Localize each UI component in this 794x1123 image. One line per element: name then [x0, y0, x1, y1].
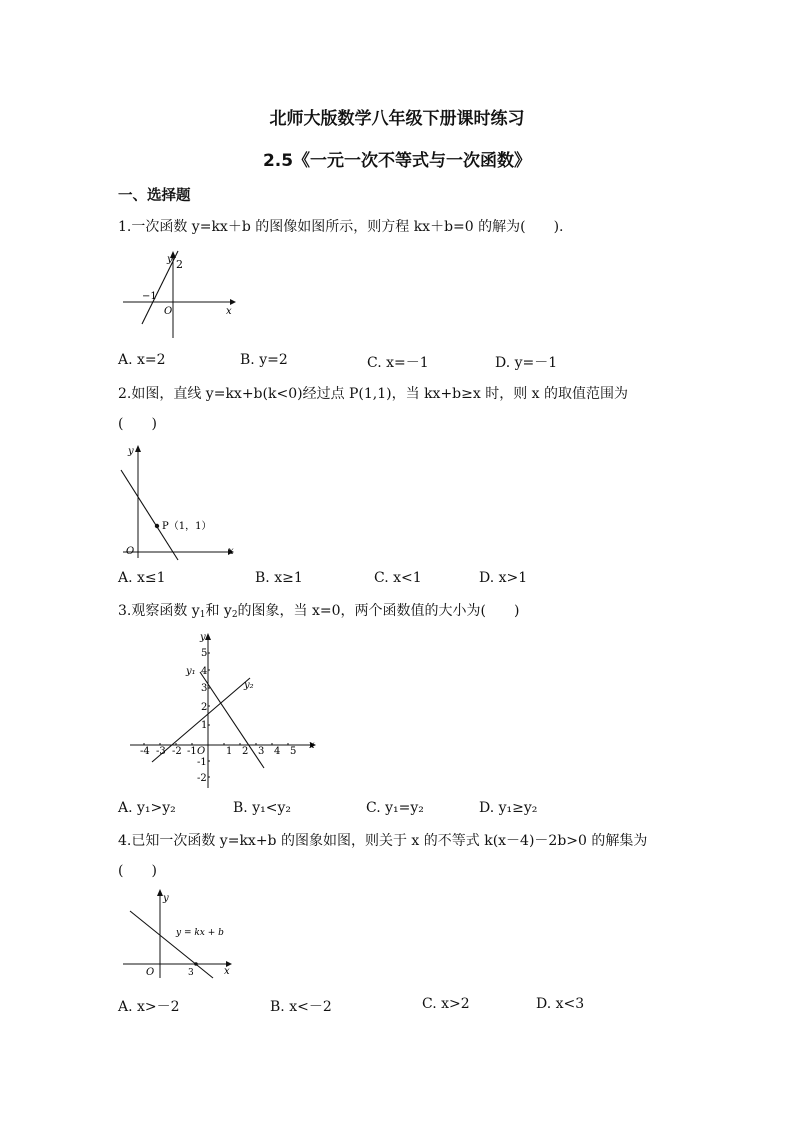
q3-xtick: 5: [290, 746, 297, 757]
q2-point-label: P（1，1）: [162, 521, 212, 532]
q4-y-label: y: [163, 893, 169, 904]
q1-option-d: D. y=－1: [495, 355, 558, 371]
q3-y-arrow: [205, 633, 211, 640]
q3-option-d: D. y₁≥y₂: [479, 800, 538, 816]
q3-ytick: -2: [197, 773, 207, 784]
question-2-figure: [118, 440, 240, 562]
q1-x-label: x: [226, 306, 232, 317]
q1-option-a: A. x=2: [118, 352, 166, 368]
q4-option-b: B. x<－2: [270, 999, 332, 1015]
q3-xtick: -4: [140, 746, 150, 757]
q1-tick-2: 2: [176, 258, 183, 271]
q2-x-label: x: [228, 546, 234, 557]
question-4-text: 4.已知一次函数 y=kx+b 的图象如图，则关于 x 的不等式 k(x－4)－2b>0 的解集为: [118, 833, 648, 849]
q3-x-label: x: [309, 740, 315, 751]
q1-y-label: y: [167, 254, 173, 265]
q3-ytick: 4: [201, 666, 208, 677]
q4-option-d: D. x<3: [536, 996, 585, 1012]
q2-option-c: C. x<1: [374, 570, 422, 586]
q2-y-arrow: [135, 445, 141, 452]
question-1-text: 1.一次函数 y=kx＋b 的图像如图所示，则方程 kx＋b=0 的解为( ).: [118, 219, 564, 235]
q1-origin-label: O: [164, 306, 173, 317]
question-1-figure: [118, 246, 242, 342]
q3-ytick: 2: [201, 702, 208, 713]
q3-origin-label: O: [197, 746, 206, 757]
question-4-paren: ( ): [118, 863, 157, 879]
question-2-text: 2.如图，直线 y=kx+b(k<0)经过点 P(1,1)，当 kx+b≥x 时，则 x 的取值范围为: [118, 386, 629, 402]
q4-function-line: [130, 911, 213, 978]
q3-xtick: -3: [156, 746, 166, 757]
q3-option-c: C. y₁=y₂: [366, 800, 424, 816]
q3-xtick: 3: [258, 746, 265, 757]
q3-y1-label: y₁: [186, 666, 196, 677]
question-3-text: 3.观察函数 $y_1$和 $y_2$的图象，当 x=0，两个函数值的大小为( ): [118, 603, 520, 620]
q3-ytick: 1: [201, 720, 208, 731]
question-3-figure: [128, 630, 324, 790]
q2-origin-label: O: [126, 546, 135, 557]
q3-xtick: -2: [172, 746, 182, 757]
q1-option-b: B. y=2: [240, 352, 288, 368]
q3-xtick: 2: [242, 746, 249, 757]
q3-ytick: -1: [197, 757, 207, 768]
q1-option-c: C. x=－1: [367, 355, 429, 371]
q3-xtick: -1: [187, 746, 197, 757]
q4-option-a: A. x>－2: [118, 999, 180, 1015]
question-4-figure: [118, 886, 242, 982]
q1-x-arrow: [230, 299, 236, 305]
q4-tick-3: 3: [188, 968, 194, 978]
q3-ytick: 5: [201, 648, 208, 659]
q2-option-b: B. x≥1: [255, 570, 303, 586]
q3-y-label: y: [200, 632, 206, 643]
document-title: 北师大版数学八年级下册课时练习: [269, 109, 525, 129]
q2-y-label: y: [128, 446, 134, 457]
q3-ytick: 3: [201, 683, 208, 694]
q3-option-a: A. y₁>y₂: [118, 800, 176, 816]
q2-option-a: A. x≤1: [118, 570, 166, 586]
q4-x-label: x: [224, 966, 230, 977]
document-subtitle: 2.5《一元一次不等式与一次函数》: [262, 151, 532, 171]
q4-equation-label: y = kx + b: [176, 928, 224, 938]
q1-tick-minus1: −1: [142, 291, 157, 302]
q3-xtick: 1: [226, 746, 233, 757]
question-2-paren: ( ): [118, 416, 157, 432]
q4-origin-label: O: [146, 967, 155, 978]
q3-option-b: B. y₁<y₂: [233, 800, 291, 816]
q4-intercept-point: [194, 962, 198, 966]
section-heading: 一、选择题: [118, 188, 191, 204]
q2-option-d: D. x>1: [479, 570, 528, 586]
q3-y2-label: y₂: [244, 680, 254, 691]
q3-xtick: 4: [274, 746, 281, 757]
q2-point-p: [155, 524, 159, 528]
q4-option-c: C. x>2: [422, 996, 470, 1012]
